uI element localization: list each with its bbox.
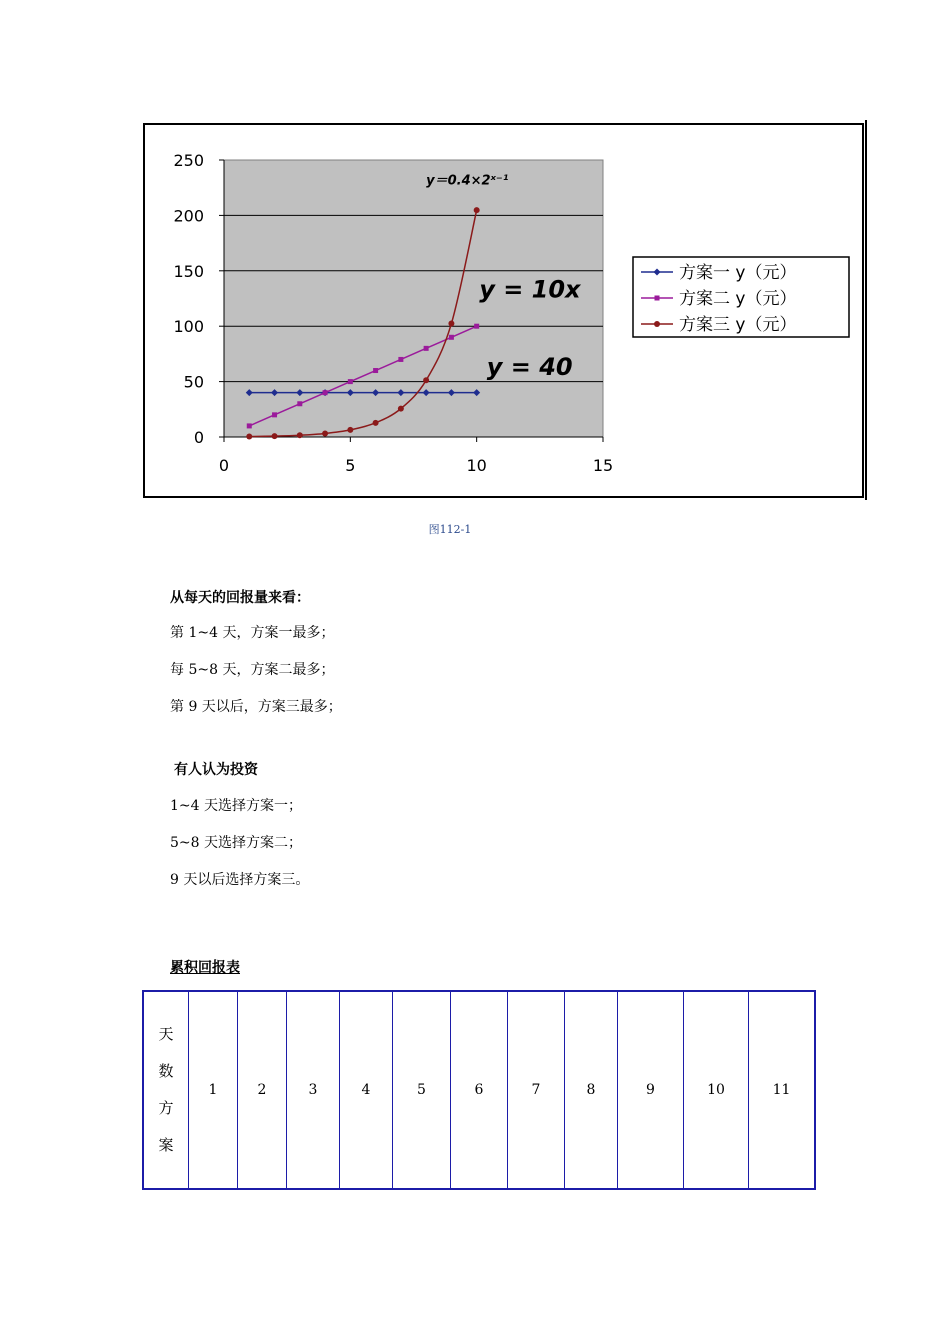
- table-cell-day: 9: [618, 991, 684, 1189]
- table-cell-day: 4: [340, 991, 393, 1189]
- chart-legend: [633, 257, 849, 337]
- x-tick-label: 5: [345, 456, 356, 475]
- legend-label: 方案二 y（元）: [679, 289, 797, 309]
- cumulative-return-table: [142, 990, 816, 1190]
- chart-annotation: y = 10x: [479, 275, 581, 304]
- data-point: [272, 412, 277, 417]
- y-tick-label: 150: [173, 261, 204, 281]
- table-cell-day: 11: [749, 991, 816, 1189]
- data-point: [297, 401, 302, 406]
- data-point: [246, 434, 252, 440]
- header-char: 天: [158, 1025, 174, 1043]
- data-point: [347, 427, 353, 433]
- figure-caption: 图112-1: [428, 523, 472, 536]
- header-char: 案: [158, 1136, 174, 1154]
- data-point: [398, 406, 404, 412]
- y-tick-label: 0: [193, 428, 204, 447]
- x-tick-label: 10: [466, 456, 487, 475]
- data-point: [323, 390, 328, 395]
- data-point: [247, 423, 252, 428]
- header-char: 数: [158, 1062, 174, 1080]
- table-cell-day: 6: [451, 991, 508, 1189]
- table-title: 累积回报表: [170, 960, 240, 976]
- legend-label: 方案一 y（元）: [679, 263, 797, 283]
- x-tick-label: 0: [218, 456, 230, 475]
- data-point: [423, 377, 429, 383]
- chart-frame: [143, 123, 864, 498]
- x-tick-label: 15: [592, 456, 614, 475]
- daily-line-3: 第 9 天以后，方案三最多；: [170, 699, 342, 715]
- invest-line-1: 1~4 天选择方案一；: [170, 798, 302, 814]
- y-tick-label: 50: [183, 372, 204, 392]
- y-axis-ticks: [173, 151, 224, 447]
- data-point: [272, 433, 278, 439]
- chart-frame-right-edge: [865, 120, 867, 500]
- data-point: [297, 432, 303, 438]
- table-cell-day: 1: [189, 991, 238, 1189]
- data-point: [348, 379, 353, 384]
- chart-annotation: y = 40: [486, 352, 573, 381]
- data-point: [373, 368, 378, 373]
- table-row: [143, 991, 815, 1189]
- data-point: [654, 321, 660, 327]
- data-point: [373, 420, 379, 426]
- data-point: [655, 296, 660, 301]
- invest-line-3: 9 天以后选择方案三。: [170, 872, 310, 888]
- table-cell-day: 7: [508, 991, 565, 1189]
- y-tick-label: 200: [173, 206, 204, 226]
- invest-heading: 有人认为投资: [174, 762, 258, 778]
- data-point: [474, 207, 480, 213]
- invest-line-2: 5~8 天选择方案二；: [170, 835, 302, 851]
- table-cell-day: 8: [565, 991, 618, 1189]
- daily-line-1: 第 1~4 天，方案一最多；: [170, 625, 335, 641]
- line-chart: [145, 125, 862, 496]
- data-point: [322, 430, 328, 436]
- data-point: [474, 324, 479, 329]
- data-point: [424, 346, 429, 351]
- data-point: [448, 321, 454, 327]
- table-cell-day: 3: [287, 991, 340, 1189]
- y-tick-label: 250: [173, 151, 204, 170]
- table-cell-day: 2: [238, 991, 287, 1189]
- data-point: [449, 335, 454, 340]
- header-char: 方: [158, 1099, 174, 1117]
- chart-annotation: y＝0.4×2ˣ⁻¹: [426, 173, 509, 189]
- daily-line-2: 每 5~8 天，方案二最多；: [170, 662, 335, 678]
- data-point: [398, 357, 403, 362]
- table-cell-day: 5: [393, 991, 451, 1189]
- daily-heading: 从每天的回报量来看：: [170, 590, 310, 606]
- y-tick-label: 100: [173, 317, 204, 337]
- table-header-cell: [143, 991, 189, 1189]
- x-axis-ticks: [219, 437, 613, 475]
- legend-label: 方案三 y（元）: [679, 315, 797, 335]
- table-cell-day: 10: [684, 991, 749, 1189]
